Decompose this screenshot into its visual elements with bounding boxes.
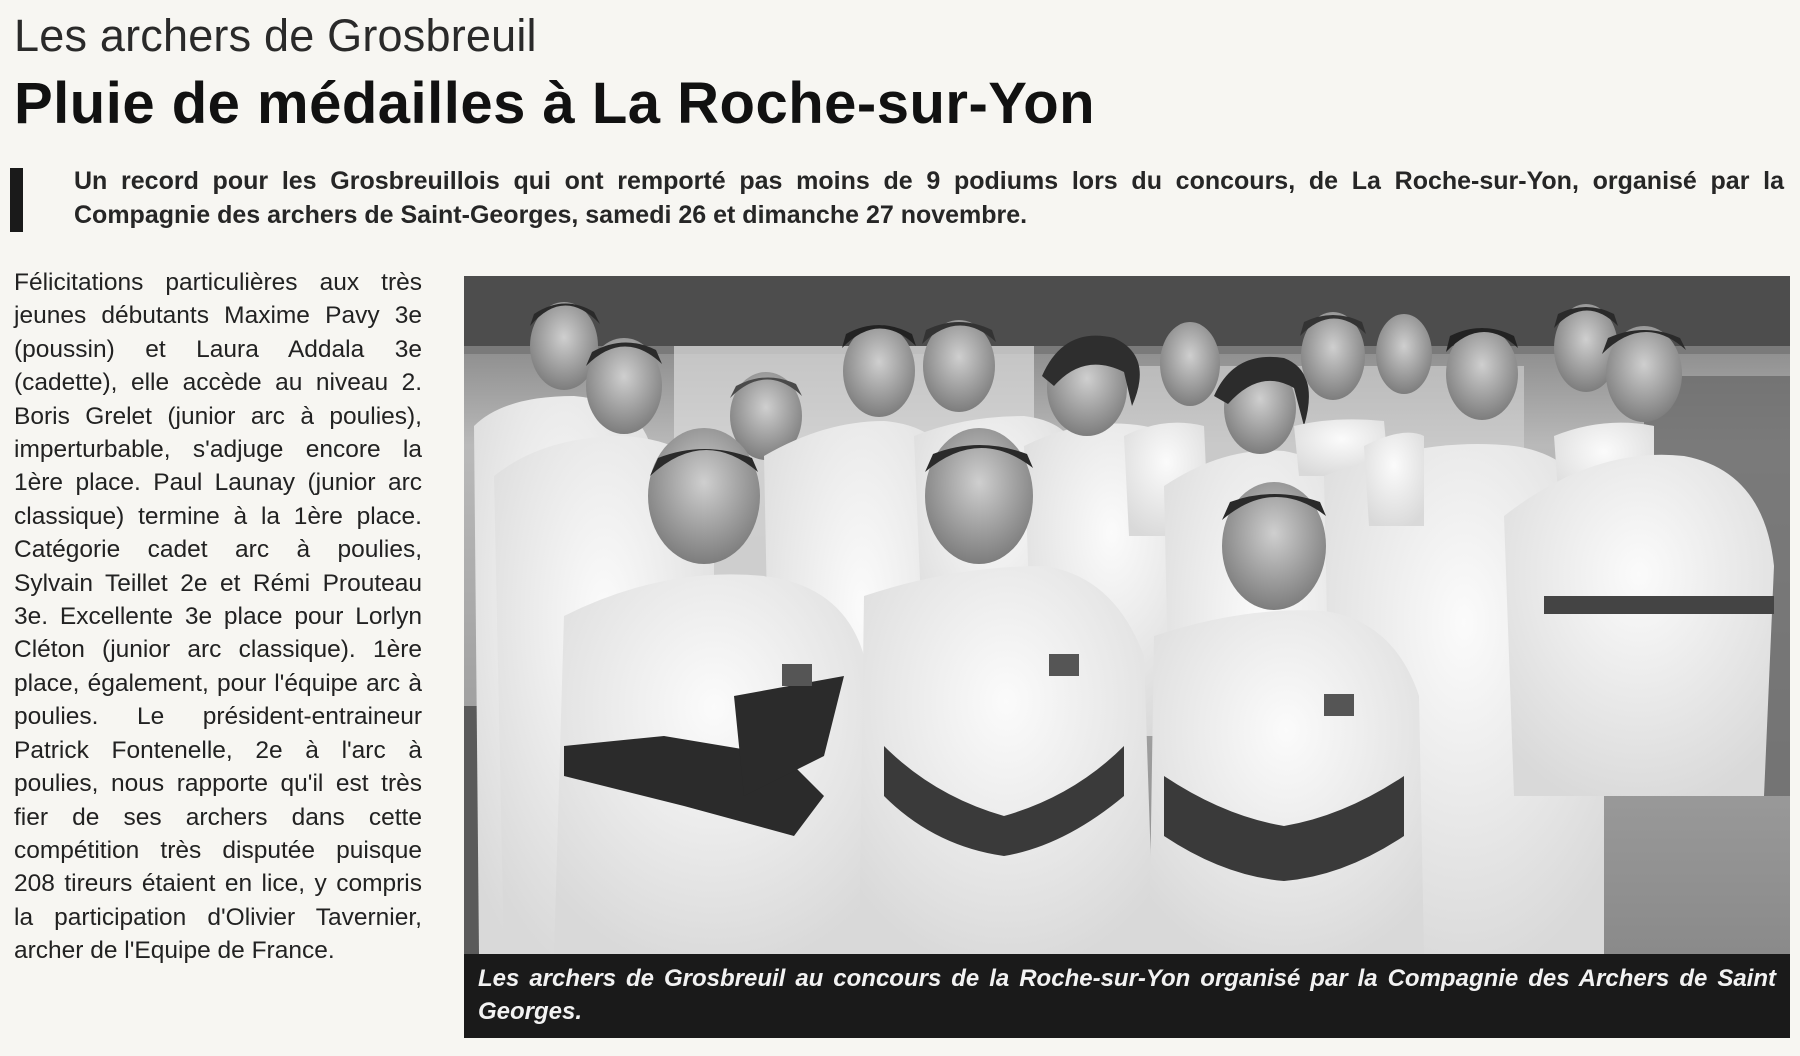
group-photo-image bbox=[464, 276, 1790, 954]
lead-marker-bar bbox=[10, 168, 23, 232]
article-kicker: Les archers de Grosbreuil bbox=[14, 10, 537, 61]
photo-caption: Les archers de Grosbreuil au concours de la Roche-sur-Yon organisé par la Compagnie des Archers de Saint Georges. bbox=[464, 954, 1790, 1038]
article-headline: Pluie de médailles à La Roche-sur-Yon bbox=[14, 71, 1096, 136]
article-body: Félicitations particulières aux très jeunes débutants Maxime Pavy 3e (poussin) et Laura Addala 3e (cadette), elle accède au niveau 2. Boris Grelet (junior arc à poulies), imperturbable, s'adjuge encore la 1ère place. Paul Launay (junior arc classique) termine à la 1ère place. Catégorie cadet arc à poulies, Sylvain Teillet 2e et Rémi Prouteau 3e. Excellente 3e place pour Lorlyn Cléton (junior arc classique). 1ère place, également, pour l'équipe arc à poulies. Le président-entraineur Patrick Fontenelle, 2e à l'arc à poulies, nous rapporte qu'il est très fier de ses archers dans cette compétition très disputée puisque 208 tireurs étaient en lice, y compris la participation d'Olivier Tavernier, archer de l'Equipe de France. bbox=[14, 269, 422, 965]
group-photo bbox=[464, 276, 1790, 1038]
article-lead: Un record pour les Grosbreuillois qui ont remporté pas moins de 9 podiums lors du concours, de La Roche-sur-Yon, organisé par la Compagnie des archers de Saint-Georges, samedi 26 et dimanche 27 novembre. bbox=[74, 167, 1784, 229]
